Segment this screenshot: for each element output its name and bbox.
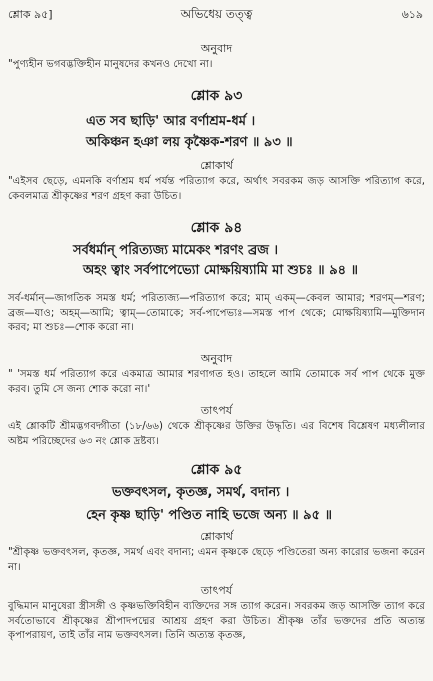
verse-93-line-2: অকিঞ্চন হঞা লয় কৃষ্ণৈক-শরণ ॥ ৯৩ ॥	[86, 135, 293, 150]
running-header-left: শ্লোক ৯৫]	[8, 8, 53, 21]
purport-heading-2: তাৎপর্য	[200, 584, 233, 597]
verse-94-heading: শ্লোক ৯৪	[190, 220, 243, 236]
translation-text-2: " 'সমস্ত ধর্ম পরিত্যাগ করে একমাত্র আমার শরণাগত হও। তাহলে আমি তোমাকে সর্ব পাপ থেকে মুক্ত করব। তুমি সে জন্য শোক করো না।'	[8, 369, 425, 395]
translation-heading: অনুবাদ	[200, 42, 233, 55]
translation-text: "পুণ্যহীন ভগবদ্ভক্তিহীন মানুষদের কখনও দেখো না।	[8, 59, 213, 70]
running-header-title: অভিধেয় তত্ত্ব	[180, 7, 253, 21]
verse-meaning-heading-2: শ্লোকার্থ	[200, 530, 233, 543]
verse-94-line-2: অহং ত্বাং সর্বপাপেভ্যো মোক্ষয়িষ্যামি মা শুচঃ ॥ ৯৪ ॥	[83, 263, 358, 278]
page-number: ৬১৯	[401, 8, 423, 21]
translation-heading-2: অনুবাদ	[200, 352, 233, 365]
purport-text: এই শ্লোকটি শ্রীমদ্ভগবদ্গীতা (১৮/৬৬) থেকে শ্রীকৃষ্ণের উক্তির উদ্ধৃতি। এর বিশেষ বিশ্লেষণ মধ্যলীলার অষ্টম পরিচ্ছেদের ৬৩ নং শ্লোক দ্রষ্টব্য।	[8, 421, 425, 447]
verse-93-heading: শ্লোক ৯৩	[190, 88, 243, 104]
purport-text-2: বুদ্ধিমান মানুষেরা স্ত্রীসঙ্গী ও কৃষ্ণভক্তিবিহীন ব্যক্তিদের সঙ্গ ত্যাগ করেন। সবরকম জড় আসক্তি ত্যাগ করে সর্বতোভাবে শ্রীকৃষ্ণের শ্রীপাদপদ্মের আশ্রয় গ্রহণ করা উচিত। শ্রীকৃষ্ণ তাঁর ভক্তদের প্রতি অত্যন্ত কৃপাপরায়ণ, তাই তাঁর নাম ভক্তবৎসল। তিনি অত্যন্ত কৃতজ্ঞ,	[8, 601, 425, 641]
verse-94-line-1: সর্বধর্মান্ পরিত্যজ্য মামেকং শরণং ব্রজ ।	[73, 243, 279, 258]
verse-93-line-1: এত সব ছাড়ি' আর বর্ণাশ্রম-ধর্ম ।	[86, 114, 256, 129]
verse-95-line-2: হেন কৃষ্ণ ছাড়ি' পণ্ডিত নাহি ভজে অন্য ॥ ৯৫ ॥	[86, 508, 332, 523]
verse-meaning-text: "এইসব ছেড়ে, এমনকি বর্ণাশ্রম ধর্ম পর্যন্ত পরিত্যাগ করে, অর্থাৎ সবরকম জড় আসক্তি পরিত্যাগ করে, কেবলমাত্র শ্রীকৃষ্ণের শরণ গ্রহণ করা উচিত।	[8, 176, 425, 202]
purport-heading: তাৎপর্য	[200, 404, 233, 417]
verse-meaning-heading: শ্লোকার্থ	[200, 159, 233, 172]
verse-meaning-text-2: "শ্রীকৃষ্ণ ভক্তবৎসল, কৃতজ্ঞ, সমর্থ এবং বদান্য; এমন কৃষ্ণকে ছেড়ে পণ্ডিতেরা অন্য কারোর ভজনা করেন না।	[8, 547, 425, 573]
verse-95-line-1: ভক্তবৎসল, কৃতজ্ঞ, সমর্থ, বদান্য ।	[112, 485, 290, 500]
verse-95-heading: শ্লোক ৯৫	[190, 462, 243, 478]
word-meanings: সর্ব-ধর্মান্—জাগতিক সমস্ত ধর্ম; পরিত্যজ্য—পরিত্যাগ করে; মাম্ একম্—কেবল আমার; শরণম্—শরণ; ব্রজ—যাও; অহম্—আমি; ত্বাম্—তোমাকে; সর্ব-পাপেভ্যঃ—সমস্ত পাপ থেকে; মোক্ষয়িষ্যামি—মুক্তিদান করব; মা শুচঃ—শোক করো না।	[8, 293, 425, 333]
